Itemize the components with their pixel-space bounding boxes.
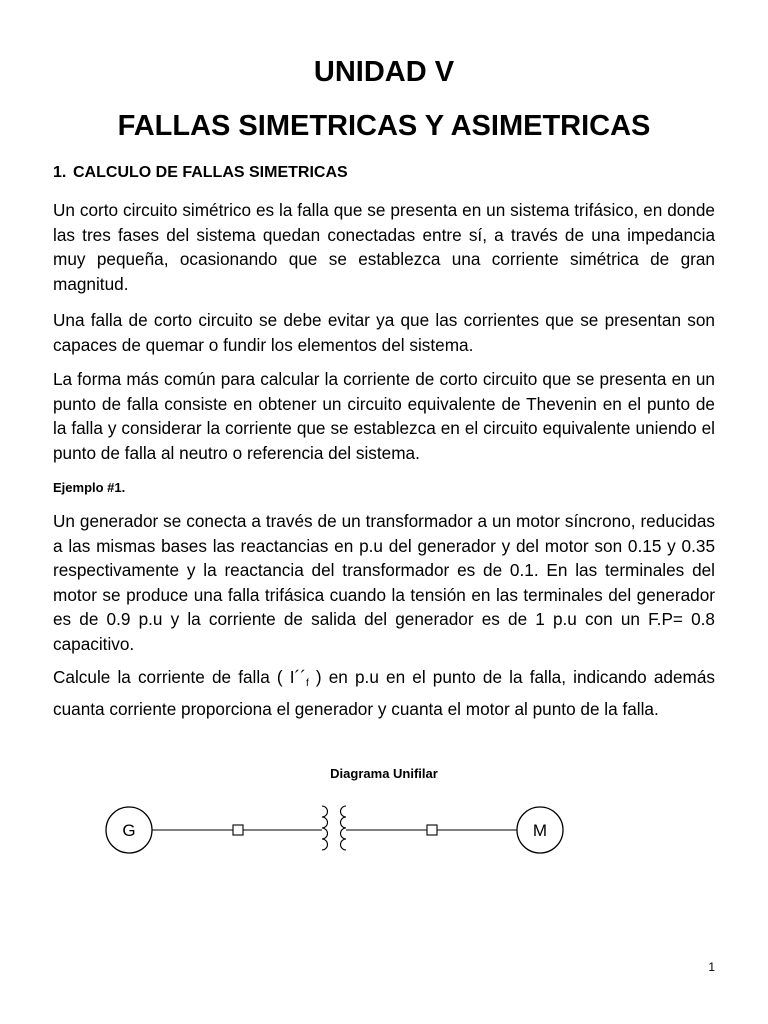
transformer-symbol xyxy=(322,806,346,850)
example-question xyxy=(53,665,715,721)
paragraph-thevenin-method: La forma más común para calcular la corriente de corto circuito que se presenta en un punto de falla consiste en obtener un circuito equivalente de Thevenin en el punto de la falla y considerar la corriente que se establezca en el circuito equivalente uniendo el punto de falla al neutro o referencia del sistema. xyxy=(53,369,715,463)
breaker-motor-side xyxy=(427,825,437,835)
section-heading xyxy=(53,163,348,183)
document-subtitle: FALLAS SIMETRICAS Y ASIMETRICAS xyxy=(117,110,651,142)
transformer-primary-winding xyxy=(322,806,328,850)
fault-current-subscript: f xyxy=(305,678,309,689)
question-text-end: ) en p.u en el punto de la falla, indicando además cuanta corriente proporciona el generador y cuanta el motor al punto de la falla. xyxy=(53,667,715,719)
paragraph-avoid-fault: Una falla de corto circuito se debe evitar ya que las corrientes que se presentan son capaces de quemar o fundir los elementos del sistema. xyxy=(53,310,715,355)
question-text-start: Calcule la corriente de falla ( I´´ xyxy=(53,667,306,687)
section-heading-text: CALCULO DE FALLAS SIMETRICAS xyxy=(73,164,348,181)
generator-symbol xyxy=(106,807,152,853)
motor-label: M xyxy=(532,821,548,840)
diagram-title: Diagrama Unifilar xyxy=(330,766,438,781)
breaker-generator-side xyxy=(233,825,243,835)
section-number: 1. xyxy=(53,164,67,181)
example-label: Ejemplo #1. xyxy=(53,480,126,495)
motor-symbol xyxy=(517,807,563,853)
transformer-secondary-winding xyxy=(341,806,347,850)
page-number: 1 xyxy=(708,960,715,974)
unit-title: UNIDAD V xyxy=(313,56,455,88)
generator-label: G xyxy=(122,821,136,840)
single-line-diagram xyxy=(0,790,768,870)
example-statement: Un generador se conecta a través de un transformador a un motor síncrono, reducidas a las mismas bases las reactancias en p.u del generador y del motor son 0.15 y 0.35 respectivamente y la reactancia del transformador es de 0.1. En las terminales del motor se produce una falla trifásica cuando la tensión en las terminales del generador es de 0.9 p.u y la corriente de salida del generador es de 1 p.u con un F.P= 0.8 capacitivo. xyxy=(53,511,715,654)
paragraph-definition: Un corto circuito simétrico es la falla que se presenta en un sistema trifásico, en donde las tres fases del sistema quedan conectadas entre sí, a través de una impedancia muy pequeña, ocasionando que se establezca una corriente simétrica de gran magnitud. xyxy=(53,200,715,294)
